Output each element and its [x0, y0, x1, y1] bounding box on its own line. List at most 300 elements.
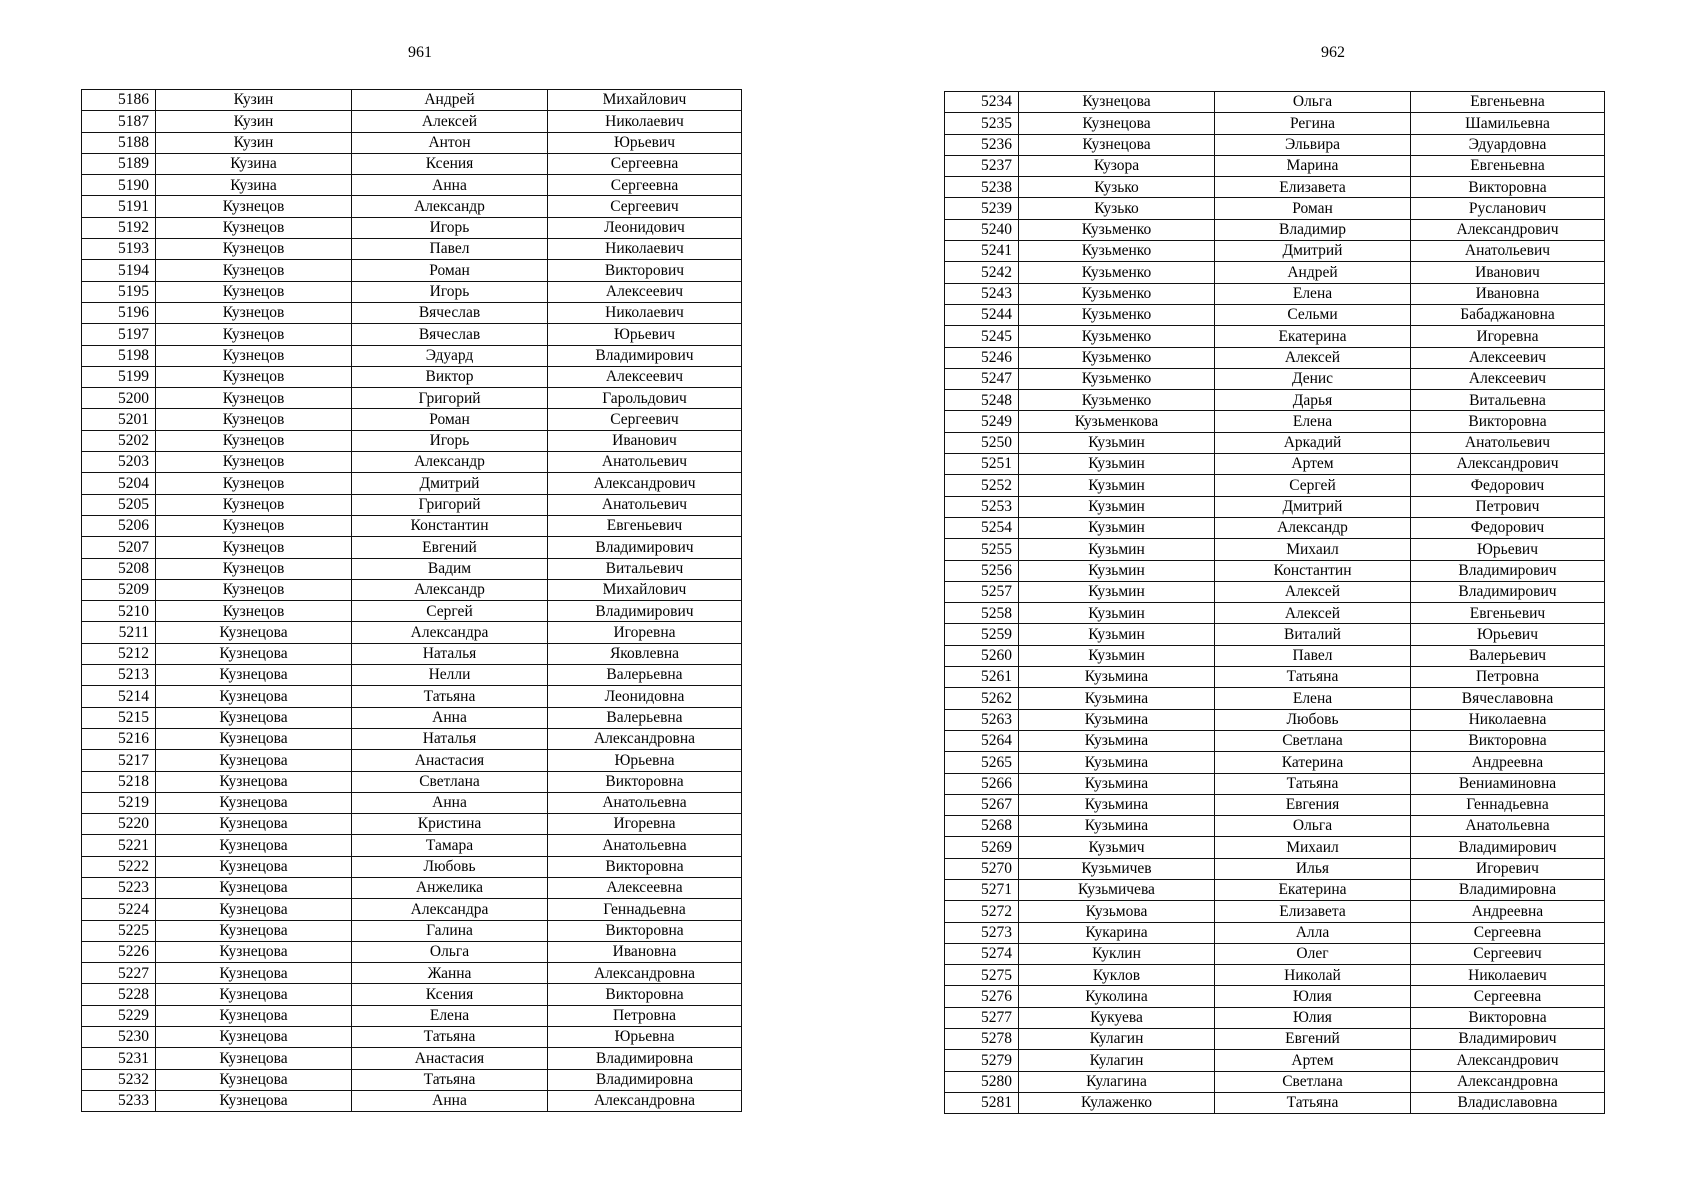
patronymic-cell: Анатольевич	[548, 494, 742, 515]
last-name-cell: Кузьмин	[1019, 539, 1215, 560]
row-number-cell: 5196	[82, 302, 156, 323]
table-row	[82, 814, 742, 835]
table-row	[82, 324, 742, 345]
patronymic-cell: Александровна	[548, 963, 742, 984]
patronymic-cell: Николаевич	[548, 302, 742, 323]
first-name-cell: Михаил	[1215, 837, 1411, 858]
last-name-cell: Кузько	[1019, 198, 1215, 219]
row-number-cell: 5263	[945, 709, 1019, 730]
patronymic-cell: Алексеевна	[548, 877, 742, 898]
first-name-cell: Юлия	[1215, 1007, 1411, 1028]
first-name-cell: Александр	[352, 579, 548, 600]
row-number-cell: 5267	[945, 794, 1019, 815]
table-row	[945, 879, 1605, 900]
table-row	[82, 132, 742, 153]
row-number-cell: 5280	[945, 1071, 1019, 1092]
patronymic-cell: Сергеевна	[1411, 986, 1605, 1007]
first-name-cell: Роман	[352, 409, 548, 430]
last-name-cell: Кузько	[1019, 177, 1215, 198]
row-number-cell: 5252	[945, 475, 1019, 496]
table-row	[945, 816, 1605, 837]
row-number-cell: 5279	[945, 1050, 1019, 1071]
patronymic-cell: Анатольевна	[548, 835, 742, 856]
patronymic-cell: Александровна	[548, 728, 742, 749]
table-row	[82, 260, 742, 281]
patronymic-cell: Александровна	[1411, 1071, 1605, 1092]
last-name-cell: Кузнецова	[156, 877, 352, 898]
first-name-cell: Татьяна	[352, 686, 548, 707]
last-name-cell: Кузьменко	[1019, 347, 1215, 368]
patronymic-cell: Викторович	[548, 260, 742, 281]
patronymic-cell: Владиславовна	[1411, 1092, 1605, 1113]
first-name-cell: Светлана	[352, 771, 548, 792]
table-row	[945, 219, 1605, 240]
first-name-cell: Елена	[1215, 411, 1411, 432]
first-name-cell: Анна	[352, 175, 548, 196]
row-number-cell: 5225	[82, 920, 156, 941]
row-number-cell: 5243	[945, 283, 1019, 304]
row-number-cell: 5218	[82, 771, 156, 792]
row-number-cell: 5220	[82, 814, 156, 835]
row-number-cell: 5190	[82, 175, 156, 196]
patronymic-cell: Леонидович	[548, 217, 742, 238]
table-row	[945, 730, 1605, 751]
first-name-cell: Нелли	[352, 665, 548, 686]
row-number-cell: 5246	[945, 347, 1019, 368]
first-name-cell: Григорий	[352, 388, 548, 409]
table-row	[82, 153, 742, 174]
patronymic-cell: Викторовна	[1411, 177, 1605, 198]
last-name-cell: Кузнецова	[1019, 92, 1215, 113]
first-name-cell: Игорь	[352, 217, 548, 238]
last-name-cell: Кузьмин	[1019, 454, 1215, 475]
row-number-cell: 5273	[945, 922, 1019, 943]
last-name-cell: Кузнецова	[156, 792, 352, 813]
first-name-cell: Андрей	[1215, 262, 1411, 283]
table-row	[82, 111, 742, 132]
row-number-cell: 5262	[945, 688, 1019, 709]
row-number-cell: 5223	[82, 877, 156, 898]
names-table-right	[944, 91, 1605, 1114]
table-row	[945, 603, 1605, 624]
patronymic-cell: Бабаджановна	[1411, 304, 1605, 325]
row-number-cell: 5260	[945, 645, 1019, 666]
table-row	[82, 1069, 742, 1090]
last-name-cell: Кузьмичев	[1019, 858, 1215, 879]
last-name-cell: Кузьмина	[1019, 794, 1215, 815]
row-number-cell: 5217	[82, 750, 156, 771]
last-name-cell: Кузьменко	[1019, 390, 1215, 411]
row-number-cell: 5248	[945, 390, 1019, 411]
row-number-cell: 5221	[82, 835, 156, 856]
last-name-cell: Кузьмина	[1019, 816, 1215, 837]
first-name-cell: Ксения	[352, 153, 548, 174]
table-row	[945, 688, 1605, 709]
last-name-cell: Кузнецова	[156, 920, 352, 941]
last-name-cell: Кузьмич	[1019, 837, 1215, 858]
patronymic-cell: Викторовна	[548, 984, 742, 1005]
row-number-cell: 5274	[945, 943, 1019, 964]
first-name-cell: Константин	[352, 515, 548, 536]
last-name-cell: Кузнецова	[156, 899, 352, 920]
patronymic-cell: Владимировна	[548, 1048, 742, 1069]
first-name-cell: Вячеслав	[352, 302, 548, 323]
table-row	[945, 645, 1605, 666]
patronymic-cell: Викторовна	[548, 856, 742, 877]
patronymic-cell: Александрович	[548, 473, 742, 494]
row-number-cell: 5247	[945, 368, 1019, 389]
patronymic-cell: Владимирович	[548, 537, 742, 558]
row-number-cell: 5239	[945, 198, 1019, 219]
first-name-cell: Юлия	[1215, 986, 1411, 1007]
last-name-cell: Куклов	[1019, 965, 1215, 986]
patronymic-cell: Викторовна	[1411, 730, 1605, 751]
last-name-cell: Кузьмин	[1019, 517, 1215, 538]
last-name-cell: Кузьмина	[1019, 730, 1215, 751]
patronymic-cell: Викторовна	[548, 920, 742, 941]
first-name-cell: Эдуард	[352, 345, 548, 366]
first-name-cell: Алексей	[352, 111, 548, 132]
table-row	[82, 643, 742, 664]
table-row	[82, 217, 742, 238]
table-row	[945, 837, 1605, 858]
last-name-cell: Кузин	[156, 111, 352, 132]
last-name-cell: Кузнецова	[156, 1090, 352, 1111]
last-name-cell: Кулагин	[1019, 1050, 1215, 1071]
row-number-cell: 5271	[945, 879, 1019, 900]
last-name-cell: Кузнецова	[156, 771, 352, 792]
first-name-cell: Александр	[352, 452, 548, 473]
table-row	[945, 283, 1605, 304]
first-name-cell: Сергей	[352, 601, 548, 622]
last-name-cell: Кузнецова	[156, 686, 352, 707]
patronymic-cell: Сергеевич	[548, 409, 742, 430]
first-name-cell: Артем	[1215, 454, 1411, 475]
table-row	[82, 558, 742, 579]
patronymic-cell: Федорович	[1411, 517, 1605, 538]
first-name-cell: Виталий	[1215, 624, 1411, 645]
first-name-cell: Дарья	[1215, 390, 1411, 411]
table-row	[82, 345, 742, 366]
last-name-cell: Кузнецова	[156, 984, 352, 1005]
patronymic-cell: Михайлович	[548, 90, 742, 111]
table-row	[82, 728, 742, 749]
patronymic-cell: Михайлович	[548, 579, 742, 600]
patronymic-cell: Евгеньевна	[1411, 92, 1605, 113]
table-row	[945, 709, 1605, 730]
table-row	[945, 517, 1605, 538]
row-number-cell: 5242	[945, 262, 1019, 283]
first-name-cell: Светлана	[1215, 730, 1411, 751]
table-row	[82, 792, 742, 813]
first-name-cell: Евгений	[1215, 1029, 1411, 1050]
last-name-cell: Кузнецова	[156, 622, 352, 643]
first-name-cell: Татьяна	[1215, 773, 1411, 794]
last-name-cell: Кузина	[156, 175, 352, 196]
last-name-cell: Кузьмин	[1019, 645, 1215, 666]
first-name-cell: Роман	[352, 260, 548, 281]
patronymic-cell: Алексеевич	[548, 366, 742, 387]
row-number-cell: 5237	[945, 155, 1019, 176]
table-row	[82, 430, 742, 451]
last-name-cell: Кузнецова	[156, 963, 352, 984]
table-row	[945, 1092, 1605, 1113]
table-row	[82, 196, 742, 217]
table-row	[945, 92, 1605, 113]
patronymic-cell: Сергеевич	[548, 196, 742, 217]
row-number-cell: 5261	[945, 667, 1019, 688]
row-number-cell: 5272	[945, 901, 1019, 922]
page-number-left: 961	[408, 44, 432, 61]
table-row	[945, 155, 1605, 176]
table-row	[945, 1071, 1605, 1092]
first-name-cell: Екатерина	[1215, 879, 1411, 900]
first-name-cell: Ксения	[352, 984, 548, 1005]
last-name-cell: Кузьменко	[1019, 219, 1215, 240]
last-name-cell: Кузнецов	[156, 579, 352, 600]
row-number-cell: 5224	[82, 899, 156, 920]
patronymic-cell: Андреевна	[1411, 752, 1605, 773]
patronymic-cell: Шамильевна	[1411, 113, 1605, 134]
patronymic-cell: Сергеевна	[548, 153, 742, 174]
table-row	[945, 752, 1605, 773]
row-number-cell: 5207	[82, 537, 156, 558]
patronymic-cell: Евгеньевна	[1411, 155, 1605, 176]
row-number-cell: 5258	[945, 603, 1019, 624]
last-name-cell: Кузьменко	[1019, 326, 1215, 347]
last-name-cell: Кузнецов	[156, 239, 352, 260]
patronymic-cell: Леонидовна	[548, 686, 742, 707]
first-name-cell: Галина	[352, 920, 548, 941]
first-name-cell: Александр	[1215, 517, 1411, 538]
row-number-cell: 5204	[82, 473, 156, 494]
first-name-cell: Дмитрий	[1215, 496, 1411, 517]
last-name-cell: Кузьменкова	[1019, 411, 1215, 432]
row-number-cell: 5238	[945, 177, 1019, 198]
patronymic-cell: Викторовна	[1411, 411, 1605, 432]
first-name-cell: Игорь	[352, 430, 548, 451]
patronymic-cell: Николаевна	[1411, 709, 1605, 730]
patronymic-cell: Иванович	[548, 430, 742, 451]
last-name-cell: Кузнецова	[156, 1069, 352, 1090]
row-number-cell: 5229	[82, 1005, 156, 1026]
last-name-cell: Кузьмин	[1019, 432, 1215, 453]
last-name-cell: Кузнецов	[156, 473, 352, 494]
last-name-cell: Кузина	[156, 153, 352, 174]
first-name-cell: Марина	[1215, 155, 1411, 176]
first-name-cell: Анна	[352, 707, 548, 728]
table-row	[945, 262, 1605, 283]
patronymic-cell: Анатольевич	[1411, 241, 1605, 262]
first-name-cell: Анна	[352, 1090, 548, 1111]
last-name-cell: Кузьменко	[1019, 283, 1215, 304]
patronymic-cell: Геннадьевна	[548, 899, 742, 920]
first-name-cell: Илья	[1215, 858, 1411, 879]
patronymic-cell: Петрович	[1411, 496, 1605, 517]
patronymic-cell: Ивановна	[548, 941, 742, 962]
row-number-cell: 5236	[945, 134, 1019, 155]
table-row	[945, 1050, 1605, 1071]
first-name-cell: Александра	[352, 622, 548, 643]
first-name-cell: Ольга	[352, 941, 548, 962]
row-number-cell: 5187	[82, 111, 156, 132]
names-table-left	[81, 89, 742, 1112]
first-name-cell: Наталья	[352, 728, 548, 749]
row-number-cell: 5213	[82, 665, 156, 686]
row-number-cell: 5199	[82, 366, 156, 387]
last-name-cell: Кузьмина	[1019, 688, 1215, 709]
last-name-cell: Кузьмин	[1019, 475, 1215, 496]
patronymic-cell: Алексеевич	[1411, 368, 1605, 389]
table-row	[82, 409, 742, 430]
row-number-cell: 5233	[82, 1090, 156, 1111]
row-number-cell: 5189	[82, 153, 156, 174]
row-number-cell: 5281	[945, 1092, 1019, 1113]
row-number-cell: 5254	[945, 517, 1019, 538]
table-row	[945, 965, 1605, 986]
row-number-cell: 5255	[945, 539, 1019, 560]
last-name-cell: Кузнецова	[156, 835, 352, 856]
last-name-cell: Кузнецова	[156, 728, 352, 749]
row-number-cell: 5240	[945, 219, 1019, 240]
table-row	[82, 1027, 742, 1048]
table-row	[945, 986, 1605, 1007]
last-name-cell: Кузнецов	[156, 409, 352, 430]
patronymic-cell: Витальевич	[548, 558, 742, 579]
patronymic-cell: Игоревна	[1411, 326, 1605, 347]
row-number-cell: 5193	[82, 239, 156, 260]
left-page	[0, 0, 846, 1200]
row-number-cell: 5215	[82, 707, 156, 728]
last-name-cell: Кузнецов	[156, 217, 352, 238]
row-number-cell: 5245	[945, 326, 1019, 347]
patronymic-cell: Александровна	[548, 1090, 742, 1111]
last-name-cell: Кузьменко	[1019, 262, 1215, 283]
table-row	[82, 515, 742, 536]
row-number-cell: 5278	[945, 1029, 1019, 1050]
patronymic-cell: Анатольевич	[548, 452, 742, 473]
table-row	[82, 239, 742, 260]
last-name-cell: Кузнецов	[156, 260, 352, 281]
first-name-cell: Аркадий	[1215, 432, 1411, 453]
patronymic-cell: Ивановна	[1411, 283, 1605, 304]
table-row	[82, 175, 742, 196]
table-row	[82, 302, 742, 323]
table-row	[82, 707, 742, 728]
last-name-cell: Кузнецов	[156, 324, 352, 345]
last-name-cell: Кузьмин	[1019, 581, 1215, 602]
table-row	[945, 773, 1605, 794]
row-number-cell: 5265	[945, 752, 1019, 773]
table-row	[82, 920, 742, 941]
row-number-cell: 5191	[82, 196, 156, 217]
table-row	[945, 113, 1605, 134]
last-name-cell: Кузнецова	[156, 814, 352, 835]
last-name-cell: Кузьмин	[1019, 624, 1215, 645]
last-name-cell: Кузнецова	[1019, 134, 1215, 155]
last-name-cell: Кузьмова	[1019, 901, 1215, 922]
last-name-cell: Кулаженко	[1019, 1092, 1215, 1113]
table-row	[82, 877, 742, 898]
first-name-cell: Владимир	[1215, 219, 1411, 240]
last-name-cell: Кузьменко	[1019, 304, 1215, 325]
first-name-cell: Татьяна	[1215, 667, 1411, 688]
first-name-cell: Николай	[1215, 965, 1411, 986]
first-name-cell: Татьяна	[352, 1027, 548, 1048]
row-number-cell: 5212	[82, 643, 156, 664]
first-name-cell: Олег	[1215, 943, 1411, 964]
table-row	[945, 1029, 1605, 1050]
last-name-cell: Кузьмина	[1019, 752, 1215, 773]
table-row	[945, 304, 1605, 325]
table-row	[82, 963, 742, 984]
table-row	[82, 601, 742, 622]
last-name-cell: Кузнецов	[156, 388, 352, 409]
patronymic-cell: Русланович	[1411, 198, 1605, 219]
row-number-cell: 5241	[945, 241, 1019, 262]
row-number-cell: 5188	[82, 132, 156, 153]
patronymic-cell: Евгеньевич	[1411, 603, 1605, 624]
patronymic-cell: Юрьевич	[548, 132, 742, 153]
patronymic-cell: Викторовна	[548, 771, 742, 792]
row-number-cell: 5253	[945, 496, 1019, 517]
patronymic-cell: Анатольевна	[1411, 816, 1605, 837]
first-name-cell: Эльвира	[1215, 134, 1411, 155]
last-name-cell: Кузнецова	[156, 856, 352, 877]
first-name-cell: Константин	[1215, 560, 1411, 581]
row-number-cell: 5194	[82, 260, 156, 281]
first-name-cell: Григорий	[352, 494, 548, 515]
patronymic-cell: Андреевна	[1411, 901, 1605, 922]
row-number-cell: 5235	[945, 113, 1019, 134]
first-name-cell: Александра	[352, 899, 548, 920]
row-number-cell: 5244	[945, 304, 1019, 325]
first-name-cell: Вадим	[352, 558, 548, 579]
table-row	[945, 475, 1605, 496]
patronymic-cell: Эдуардовна	[1411, 134, 1605, 155]
row-number-cell: 5216	[82, 728, 156, 749]
patronymic-cell: Вячеславовна	[1411, 688, 1605, 709]
row-number-cell: 5231	[82, 1048, 156, 1069]
table-row	[82, 835, 742, 856]
table-row	[82, 452, 742, 473]
patronymic-cell: Валерьевна	[548, 665, 742, 686]
patronymic-cell: Анатольевич	[1411, 432, 1605, 453]
first-name-cell: Ольга	[1215, 92, 1411, 113]
row-number-cell: 5206	[82, 515, 156, 536]
row-number-cell: 5234	[945, 92, 1019, 113]
table-row	[945, 177, 1605, 198]
last-name-cell: Кузнецова	[156, 707, 352, 728]
patronymic-cell: Валерьевич	[1411, 645, 1605, 666]
table-row	[945, 241, 1605, 262]
row-number-cell: 5198	[82, 345, 156, 366]
first-name-cell: Михаил	[1215, 539, 1411, 560]
patronymic-cell: Евгеньевич	[548, 515, 742, 536]
last-name-cell: Кузьмин	[1019, 560, 1215, 581]
first-name-cell: Денис	[1215, 368, 1411, 389]
row-number-cell: 5256	[945, 560, 1019, 581]
patronymic-cell: Владимирович	[1411, 837, 1605, 858]
row-number-cell: 5264	[945, 730, 1019, 751]
first-name-cell: Евгения	[1215, 794, 1411, 815]
patronymic-cell: Александрович	[1411, 454, 1605, 475]
last-name-cell: Кукуева	[1019, 1007, 1215, 1028]
first-name-cell: Елизавета	[1215, 901, 1411, 922]
last-name-cell: Кузнецов	[156, 366, 352, 387]
table-row	[82, 984, 742, 1005]
last-name-cell: Кузнецов	[156, 281, 352, 302]
